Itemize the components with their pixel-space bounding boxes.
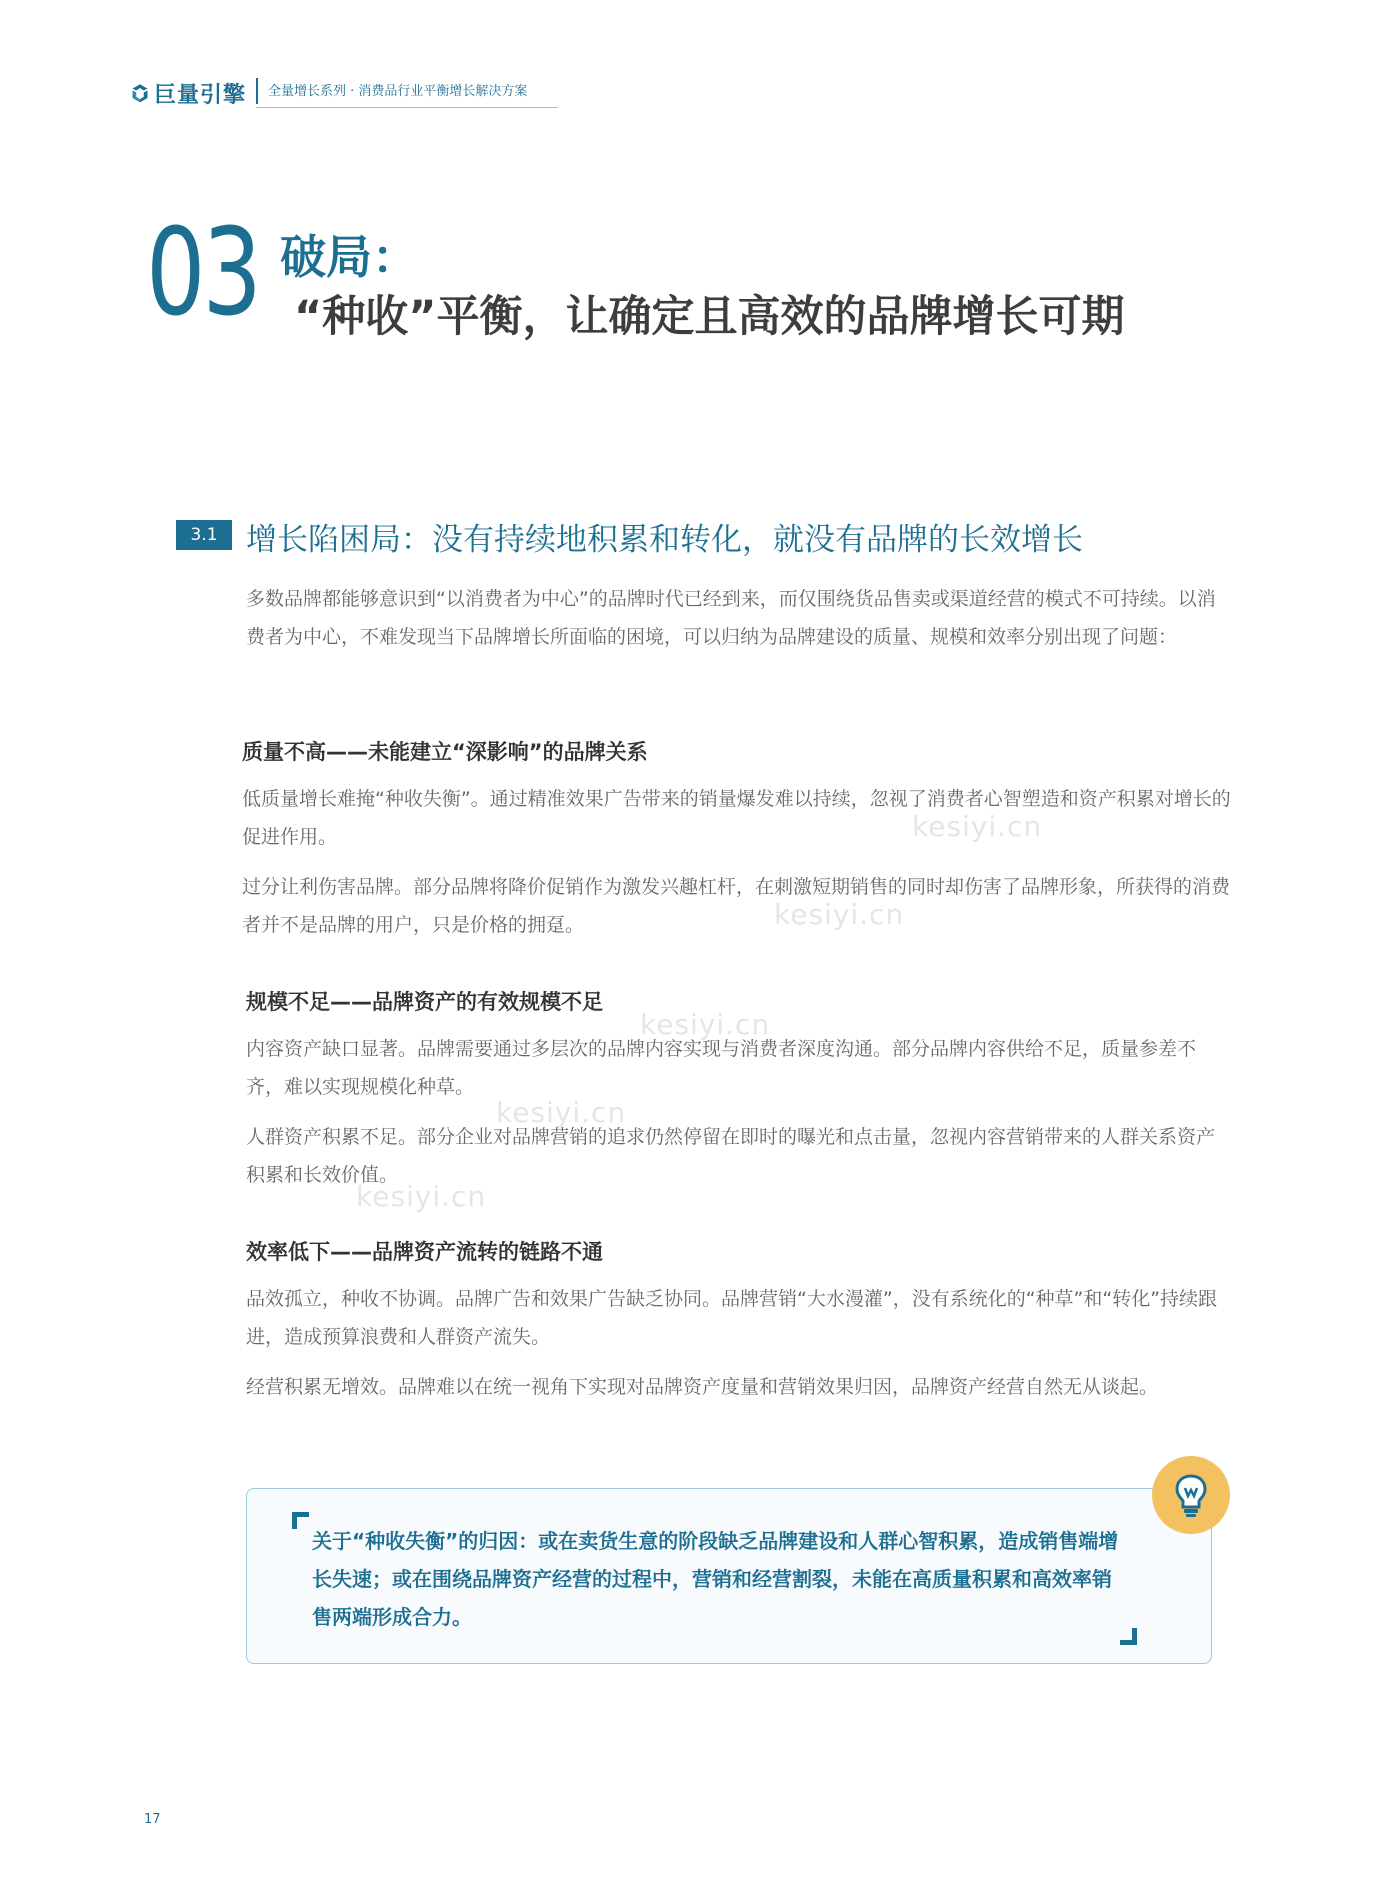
efficiency-paragraph-1: 品效孤立，种收不协调。品牌广告和效果广告缺乏协同。品牌营销“大水漫灌”，没有系统化的“种草”和“转化”持续跟进，造成预算浪费和人群资产流失。	[246, 1288, 1218, 1348]
page-number: 17	[144, 1812, 161, 1827]
quote-corner-top-left	[292, 1512, 309, 1529]
watermark: kesiyi.cn	[774, 898, 905, 931]
logo-text: 巨量引擎	[153, 82, 246, 108]
scale-paragraph-2: 人群资产积累不足。部分企业对品牌营销的追求仍然停留在即时的曝光和点击量，忽视内容营销带来的人群关系资产积累和长效价值。	[246, 1126, 1216, 1186]
quality-paragraph-1: 低质量增长难掩“种收失衡”。通过精准效果广告带来的销量爆发难以持续，忽视了消费者心智塑造和资产积累对增长的促进作用。	[242, 788, 1231, 848]
callout-text	[312, 1522, 1128, 1636]
intro-paragraph: 多数品牌都能够意识到“以消费者为中心”的品牌时代已经到来，而仅围绕货品售卖或渠道经营的模式不可持续。以消费者为中心，不难发现当下品牌增长所面临的困境，可以归纳为品牌建设的质量、规模和效率分别出现了问题：	[246, 588, 1216, 648]
quality-paragraph-2: 过分让利伤害品牌。部分品牌将降价促销作为激发兴趣杠杆，在刺激短期销售的同时却伤害了品牌形象，所获得的消费者并不是品牌的用户，只是价格的拥趸。	[242, 876, 1231, 936]
section-number-badge: 3.1	[176, 520, 232, 550]
section-title: 增长陷困局：没有持续地积累和转化，就没有品牌的长效增长	[246, 522, 1083, 558]
chapter-subtitle: “种收”平衡，让确定且高效的品牌增长可期	[294, 292, 1125, 342]
logo-mark-icon	[130, 77, 150, 109]
quality-heading: 质量不高——未能建立“深影响”的品牌关系	[242, 740, 648, 764]
header-subtitle	[256, 80, 558, 108]
efficiency-heading: 效率低下——品牌资产流转的链路不通	[246, 1240, 603, 1264]
watermark: kesiyi.cn	[912, 810, 1043, 843]
scale-paragraph-1: 内容资产缺口显著。品牌需要通过多层次的品牌内容实现与消费者深度沟通。部分品牌内容供给不足，质量参差不齐，难以实现规模化种草。	[246, 1038, 1197, 1098]
brand-logo	[130, 76, 246, 110]
callout-label: 关于“种收失衡”的归因：	[312, 1529, 539, 1553]
callout-body: 或在卖货生意的阶段缺乏品牌建设和人群心智积累，造成销售端增长失速；或在围绕品牌资产经营的过程中，营销和经营割裂，未能在高质量积累和高效率销售两端形成合力。	[312, 1529, 1119, 1629]
chapter-number: 03	[146, 204, 259, 343]
watermark: kesiyi.cn	[356, 1180, 487, 1213]
lightbulb-icon	[1168, 1470, 1214, 1520]
chapter-title: 破局：	[280, 230, 418, 284]
watermark: kesiyi.cn	[640, 1008, 771, 1041]
watermark: kesiyi.cn	[496, 1096, 627, 1129]
scale-heading: 规模不足——品牌资产的有效规模不足	[246, 990, 603, 1014]
efficiency-paragraph-2: 经营积累无增效。品牌难以在统一视角下实现对品牌资产度量和营销效果归因，品牌资产经营自然无从谈起。	[246, 1376, 1159, 1398]
header-subtitle-text: 全量增长系列 · 消费品行业平衡增长解决方案	[268, 84, 528, 99]
